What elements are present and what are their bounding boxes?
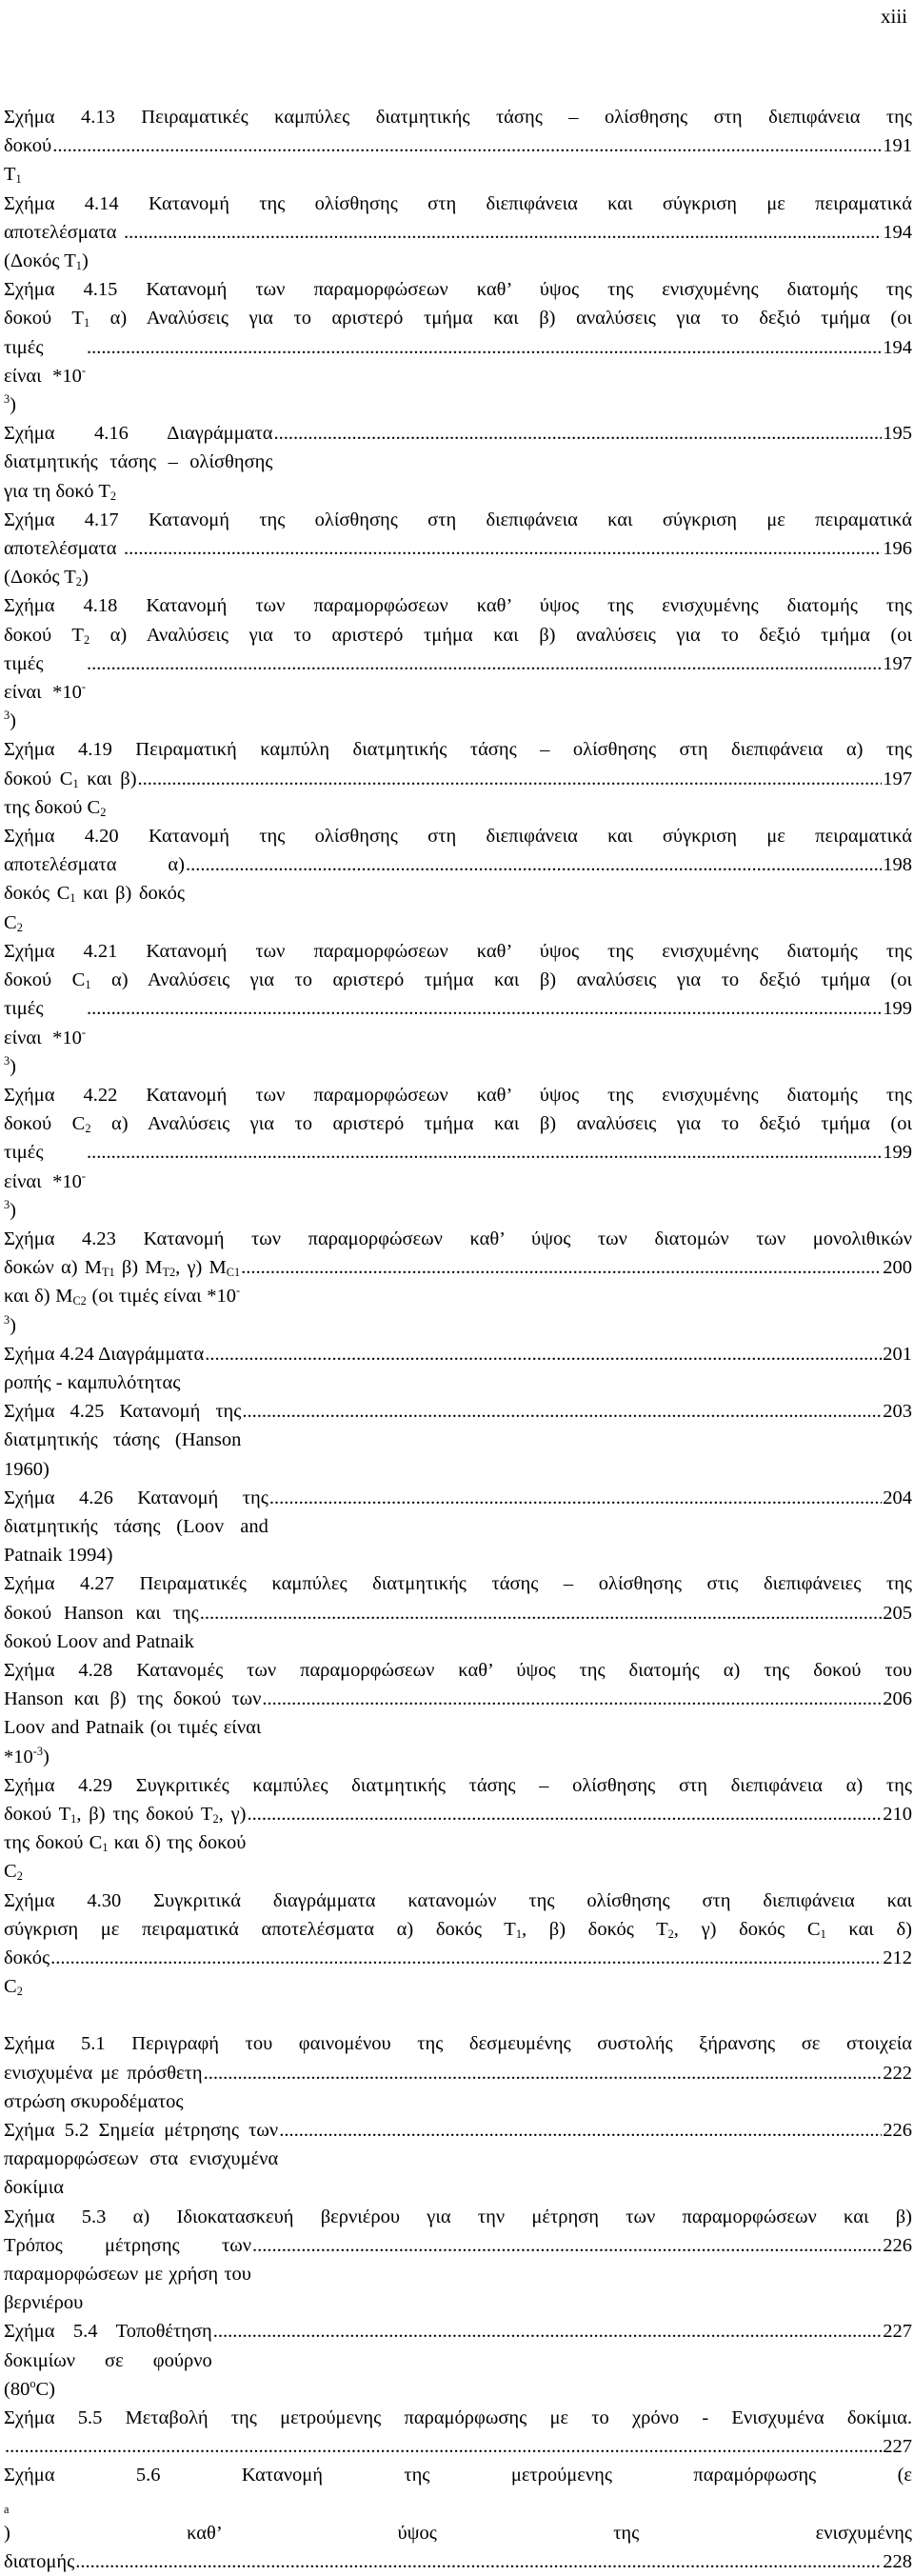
toc-entry-text: δοκού Hanson και της δοκού Loov and Patnaik [4, 1602, 199, 1652]
dot-leader [138, 765, 883, 793]
toc-page-number: 191 [883, 135, 912, 157]
toc-entry-text: δοκού $T_1$, β) της δοκού $T_2$, γ) της δοκού $C_1$ και δ) της δοκού $C_2$ [4, 1803, 247, 1884]
toc-page-number: 203 [883, 1401, 912, 1423]
toc-entry[interactable] [4, 1397, 912, 1484]
toc-entry[interactable] [4, 2203, 912, 2318]
toc-page-number: 206 [883, 1688, 912, 1710]
toc-page-number: 195 [883, 423, 912, 445]
toc-entry-text: Σχήμα 4.30 Συγκριτικά διαγράμματα κατανομών της ολίσθησης στη διεπιφάνεια και [4, 1889, 912, 1911]
toc-entry[interactable] [4, 1656, 912, 1771]
toc-page-number: 227 [883, 2321, 912, 2343]
dot-leader [87, 649, 882, 678]
list-of-figures [4, 103, 912, 2576]
toc-entry-text: τιμές είναι $*10^{-3}$) [4, 336, 86, 416]
toc-entry-text: δοκού $T_2$ α) Αναλύσεις για το αριστερό τμήμα και β) αναλύσεις για το δεξιό τμήμα (οι [4, 624, 913, 647]
dot-leader [242, 1397, 882, 1426]
toc-entry[interactable] [4, 2029, 912, 2116]
toc-entry-text: Σχήμα 4.21 Κατανομή των παραμορφώσεων καθ’ ύψος της ενισχυμένης διατομής της [4, 940, 912, 962]
toc-page-number: 205 [883, 1602, 912, 1624]
toc-entry[interactable] [4, 2461, 912, 2576]
toc-entry-text: τιμές είναι $*10^{-3}$) [4, 1142, 86, 1221]
toc-entry-text: Σχήμα 4.20 Κατανομή της ολίσθησης στη διεπιφάνεια και σύγκριση με πειραματικά [4, 826, 912, 848]
toc-entry-text: a [4, 2502, 10, 2516]
toc-entry[interactable] [4, 1081, 912, 1225]
toc-entry-text: Σχήμα 4.19 Πειραματική καμπύλη διατμητικής τάσης – ολίσθησης στη διεπιφάνεια α) της [4, 739, 912, 761]
toc-entry[interactable] [4, 190, 912, 276]
toc-entry-text: τιμές είναι $*10^{-3}$) [4, 998, 86, 1077]
toc-page-number: 226 [883, 2234, 912, 2256]
toc-page-number: 204 [883, 1487, 912, 1508]
dot-leader [213, 2317, 883, 2346]
dot-leader [252, 2231, 882, 2260]
toc-entry-text: Σχήμα 4.23 Κατανομή των παραμορφώσεων καθ’ ύψος των διατομών των μονολιθικών [4, 1228, 912, 1249]
toc-entry-text: ενισχυμένα με πρόσθετη στρώση σκυροδέματος [4, 2062, 203, 2112]
toc-page-number: 198 [883, 854, 912, 876]
toc-page-number: 197 [883, 768, 912, 789]
dot-leader [75, 2547, 882, 2576]
toc-entry-text: σύγκριση με πειραματικά αποτελέσματα α) δοκός $T_1$, β) δοκός $T_2$, γ) δοκός $C_1$ και δ) [4, 1918, 912, 1941]
toc-entry-text: Σχήμα 4.28 Κατανομές των παραμορφώσεων καθ’ ύψος της διατομής α) της δοκού του [4, 1659, 912, 1681]
toc-entry[interactable] [4, 1771, 912, 1887]
toc-entry-text: Σχήμα 4.24 Διαγράμματα ροπής - καμπυλότητας [4, 1343, 205, 1393]
section-gap [4, 2001, 912, 2029]
toc-page-number: 199 [883, 998, 912, 1020]
toc-page-number: 194 [883, 221, 912, 243]
toc-page-number: 201 [883, 1343, 912, 1365]
toc-entry[interactable] [4, 1484, 912, 1570]
toc-entry-text: Σχήμα 5.5 Μεταβολή της μετρούμενης παραμόρφωσης με το χρόνο - Ενισχυμένα δοκίμια. [4, 2407, 912, 2429]
dot-leader [205, 1340, 882, 1368]
toc-entry-text: Σχήμα 4.15 Κατανομή των παραμορφώσεων καθ’ ύψος της ενισχυμένης διατομής της [4, 279, 912, 301]
dot-leader [124, 534, 882, 563]
toc-entry-text: αποτελέσματα α) δοκός $C_1$ και β) δοκός $C_2$ [4, 854, 186, 934]
toc-entry-text: δοκού $T_1$ α) Αναλύσεις για το αριστερό τμήμα και β) αναλύσεις για το δεξιό τμήμα (οι [4, 308, 913, 330]
toc-entry[interactable] [4, 591, 912, 735]
toc-page-number: 194 [883, 336, 912, 358]
dot-leader [262, 1685, 882, 1713]
toc-entry[interactable] [4, 2317, 912, 2404]
toc-entry-text: δοκού $T_1$ [4, 135, 52, 187]
toc-entry-text: διατομής [4, 2551, 75, 2573]
toc-entry[interactable] [4, 1569, 912, 1656]
dot-leader [124, 218, 882, 247]
toc-page-number: 210 [883, 1803, 912, 1825]
toc-page-number: 226 [883, 2120, 912, 2142]
toc-entry-text: Σχήμα 4.17 Κατανομή της ολίσθησης στη διεπιφάνεια και σύγκριση με πειραματικά [4, 509, 912, 530]
dot-leader [87, 333, 882, 362]
toc-entry-text: Σχήμα 4.16 Διαγράμματα διατμητικής τάσης – ολίσθησης για τη δοκό $T_2$ [4, 423, 273, 503]
toc-entry-text: Σχήμα 5.1 Περιγραφή του φαινομένου της δεσμευμένης συστολής ξήρανσης σε στοιχεία [4, 2033, 912, 2055]
toc-entry-text: Σχήμα 4.14 Κατανομή της ολίσθησης στη διεπιφάνεια και σύγκριση με πειραματικά [4, 192, 912, 214]
toc-entry[interactable] [4, 506, 912, 592]
toc-entry-text: Σχήμα 5.2 Σημεία μέτρησης των παραμορφώσεων στα ενισχυμένα δοκίμια [4, 2120, 279, 2199]
toc-entry-text: τιμές είναι $*10^{-3}$) [4, 652, 86, 732]
toc-entry[interactable] [4, 2116, 912, 2203]
toc-entry-text: Σχήμα 4.18 Κατανομή των παραμορφώσεων καθ’ ύψος της ενισχυμένης διατομής της [4, 595, 912, 617]
page-number: xiii [880, 5, 907, 28]
dot-leader [273, 419, 882, 448]
toc-entry-text: Σχήμα 4.27 Πειραματικές καμπύλες διατμητικής τάσης – ολίσθησης στις διεπιφάνειες της [4, 1573, 912, 1595]
toc-entry[interactable] [4, 2404, 912, 2461]
toc-entry-text: αποτελέσματα (Δοκός $T_2$) [4, 538, 117, 589]
toc-page-number: 212 [883, 1947, 912, 1968]
toc-entry-text: ) καθ’ ύψος της ενισχυμένης [4, 2522, 912, 2544]
toc-page-number: 222 [883, 2062, 912, 2084]
toc-entry[interactable] [4, 1340, 912, 1397]
dot-leader [204, 2059, 883, 2087]
dot-leader [87, 1138, 882, 1167]
toc-entry[interactable] [4, 275, 912, 419]
toc-entry-text: Σχήμα 4.25 Κατανομή της διατμητικής τάσης (Hanson 1960) [4, 1401, 242, 1480]
dot-leader [279, 2116, 882, 2145]
toc-entry-text: Τρόπος μέτρησης των παραμορφώσεων με χρήση του βερνιέρου [4, 2234, 251, 2314]
toc-entry-text: Hanson και β) της δοκού των Loov and Patnaik (οι τιμές είναι $*10^{-3}$) [4, 1688, 262, 1767]
dot-leader [87, 994, 882, 1023]
toc-entry-text: δοκού $C_1$ και β) της δοκού $C_2$ [4, 768, 137, 819]
dot-leader [186, 850, 882, 879]
toc-entry[interactable] [4, 735, 912, 822]
toc-entry-text: δοκού $C_2$ α) Αναλύσεις για το αριστερό τμήμα και β) αναλύσεις για το δεξιό τμήμα (οι [4, 1113, 912, 1136]
toc-page-number: 199 [883, 1142, 912, 1164]
toc-entry-text: Σχήμα 4.13 Πειραματικές καμπύλες διατμητικής τάσης – ολίσθησης στη διεπιφάνεια της [4, 107, 912, 128]
toc-entry[interactable] [4, 419, 912, 506]
toc-entry-text: Σχήμα 4.29 Συγκριτικές καμπύλες διατμητικής τάσης – ολίσθησης στη διεπιφάνεια α) της [4, 1774, 912, 1796]
toc-entry-text: δοκών α) $M_{T1}$ β) $M_{T2}$, γ) $M_{C1}$ και δ) $M_{C2}$ (οι τιμές είναι $*10^{-3}$) [4, 1257, 241, 1336]
toc-page-number: 196 [883, 538, 912, 560]
toc-entry-text: δοκού $C_1$ α) Αναλύσεις για το αριστερό τμήμα και β) αναλύσεις για το δεξιό τμήμα (οι [4, 969, 912, 992]
dot-leader [52, 131, 882, 160]
toc-page-number: 200 [883, 1257, 912, 1279]
toc-entry[interactable] [4, 1225, 912, 1340]
toc-entry-text: αποτελέσματα (Δοκός $T_1$) [4, 221, 117, 273]
toc-entry[interactable] [4, 1887, 912, 2002]
dot-leader [5, 2432, 882, 2461]
toc-entry-text: Σχήμα 5.4 Τοποθέτηση δοκιμίων σε φούρνο $(80^oC)$ [4, 2321, 212, 2400]
dot-leader [247, 1800, 882, 1828]
toc-entry[interactable] [4, 103, 912, 190]
toc-entry-text: Σχήμα 5.6 Κατανομή της μετρούμενης παραμόρφωσης (ε [4, 2465, 912, 2486]
toc-page-number: 227 [883, 2436, 912, 2458]
dot-leader [50, 1944, 882, 1972]
toc-entry-text: δοκός $C_2$ [4, 1947, 50, 1999]
toc-entry[interactable] [4, 937, 912, 1081]
toc-entry-text: Σχήμα 4.22 Κατανομή των παραμορφώσεων καθ’ ύψος της ενισχυμένης διατομής της [4, 1084, 912, 1106]
dot-leader [241, 1253, 882, 1282]
toc-page-number: 228 [883, 2551, 912, 2573]
dot-leader [269, 1484, 882, 1512]
toc-entry[interactable] [4, 822, 912, 937]
toc-entry-text: Σχήμα 5.3 α) Ιδιοκατασκευή βερνιέρου για την μέτρηση των παραμορφώσεων και β) [4, 2206, 912, 2227]
dot-leader [200, 1599, 882, 1627]
toc-entry-text: Σχήμα 4.26 Κατανομή της διατμητικής τάσης (Loov and Patnaik 1994) [4, 1487, 268, 1567]
toc-page-number: 197 [883, 652, 912, 674]
